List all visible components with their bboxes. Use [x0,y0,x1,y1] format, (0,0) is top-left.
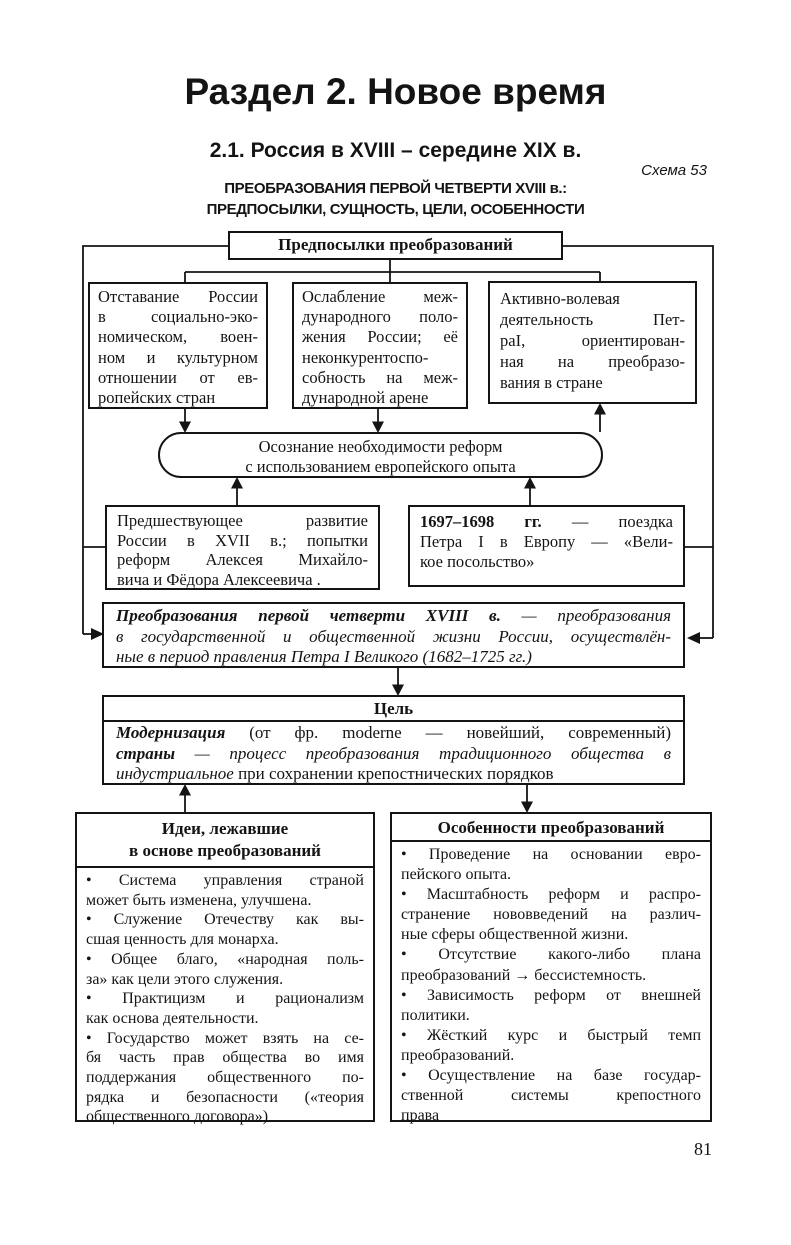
arrowhead-root2-up [524,477,536,489]
ideas-box-title: Идеи, лежавшие в основе преобразований [77,814,373,868]
goal-box-body: Модернизация (от фр. moderne — новейший, современный) страны — процесс преобразования традиционного общества в индустриальное при сохранении крепостнических порядков [116,723,671,783]
diagram-title-line2: ПРЕДПОСЫЛКИ, СУЩНОСТЬ, ЦЕЛИ, ОСОБЕННОСТИ [206,201,585,218]
ideas-box-body: • Система управления страной может быть изменена, улучшена. • Служение Отечеству как вы- сшая ценность для монарха. • Общее благо, «народная поль- за» как цели этого служения. • Практицизм и рационализм как основа деятельности. • Государство может взять на се- бя часть прав общества во имя поддержания общественного по- рядка и безопасности («теория общественного договора») [86,872,364,1126]
definition-box-transformations: Преобразования первой четверти XVIII в. — преобразования в государственной и общественной жизни России, осуществлён- ные в период правления Петра I Великого (1682–1725 гг.) [102,602,685,668]
features-box-body: • Проведение на основании евро- пейского опыта. • Масштабность реформ и распро- странение нововведений на различ- ные сферы общественной жизни. • Отсутствие какого-либо плана преобразований → бессистемность. • Зависимость реформ от внешней политики. • Жёсткий курс и быстрый темп преобразований. • Осуществление на базе государ- ственной системы крепостного права [401,846,701,1125]
diagram-title-line1: ПРЕОБРАЗОВАНИЯ ПЕРВОЙ ЧЕТВЕРТИ XVIII в.: [224,180,567,197]
schema-number-label: Схема 53 [641,162,707,179]
chapter-title: 2.1. Россия в XVIII – середине XIX в. [209,139,582,162]
goal-box [102,695,685,785]
realization-rounded-box: Осознание необходимости реформ с использованием европейского опыта [158,432,603,478]
arrowhead-into-definition-right [687,632,700,644]
page-number: 81 [694,1139,712,1159]
arrowhead-ideas-up [179,784,191,796]
section-title: Раздел 2. Новое время [184,71,607,112]
root-box-17th-century-development: Предшествующее развитие России в XVII в.; попытки реформ Алексея Михайло- вича и Фёдора Алексеевича . [105,505,380,590]
features-box [390,812,712,1125]
root-box-grand-embassy: 1697–1698 гг. — поездка Петра I в Европу — «Вели- кое посольство» [408,505,685,587]
premises-header-box: Предпосылки преобразований [228,231,563,260]
cause-box-international-position: Ослабление меж- дународного поло- жения России; её неконкурентоспо- собность на меж- дународной арене [292,282,468,409]
cause-box-lagging-russia: Отставание России в социально-эко- номическом, воен- ном и культурном отношении от ев- ропейских стран [88,282,268,409]
ideas-box [75,812,375,1126]
goal-box-title: Цель [104,697,683,722]
arrowhead-root1-up [231,477,243,489]
cause-box-peter-activity: Активно-волевая деятельность Пет- раI, ориентирован- ная на преобразо- вания в стране [488,281,697,404]
arrowhead-cause3-up [594,403,606,415]
features-box-title: Особенности преобразований [392,814,710,842]
